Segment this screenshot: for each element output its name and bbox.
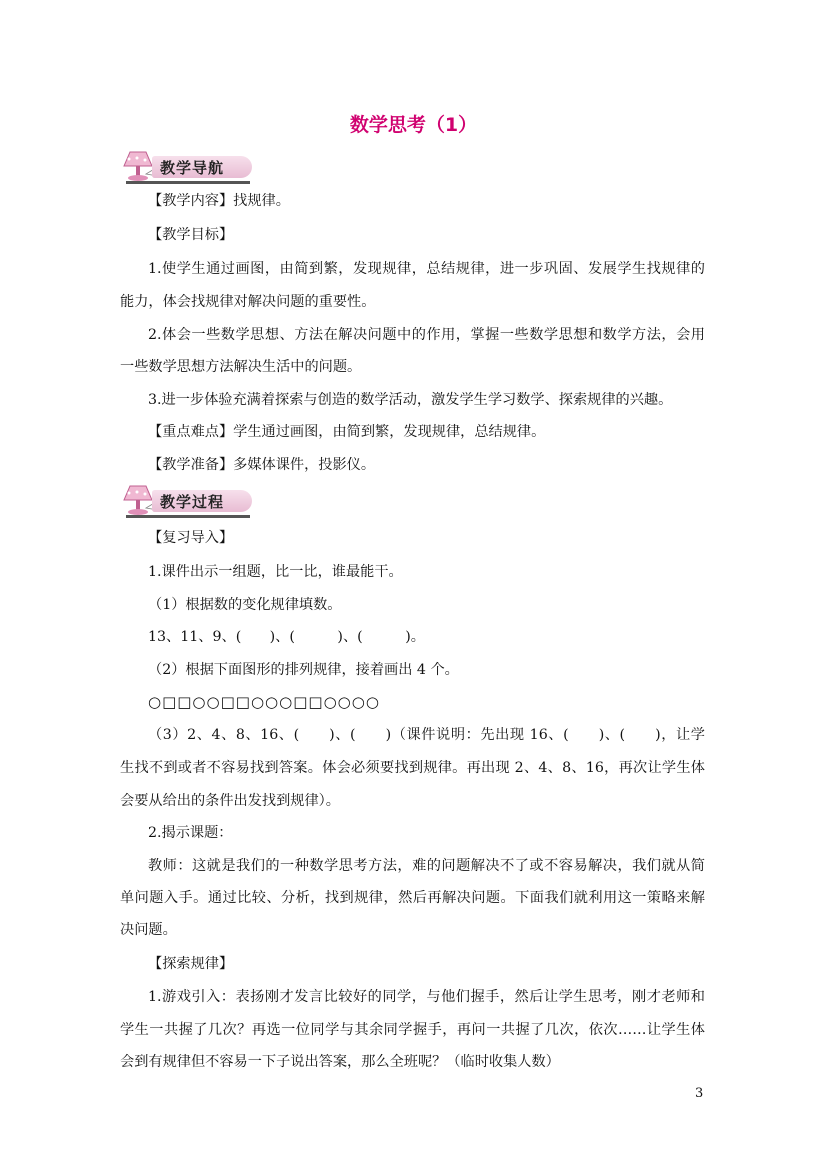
text-line: 决问题。 (120, 922, 177, 938)
text-line: 会到有规律但不容易一下子说出答案，那么全班呢？（临时收集人数） (120, 1054, 560, 1070)
text-line: 【探索规律】 (148, 956, 234, 972)
text-line: （3）2、4、8、16、( )、( )（课件说明：先出现 16、( )、( )，让学 (148, 727, 705, 743)
section-badge-process (120, 482, 254, 522)
badge-underline (126, 181, 250, 184)
text-line: 2.揭示课题： (148, 825, 233, 841)
text-line: 单问题入手。通过比较、分析，找到规律，然后再解决问题。下面我们就利用这一策略来解 (120, 890, 705, 906)
text-line: 一些数学思想方法解决生活中的问题。 (120, 359, 362, 375)
badge-label: 教学过程 (160, 493, 225, 511)
text-line: 生找不到或者不容易找到答案。体会必须要找到规律。再出现 2、4、8、16，再次让学生体 (120, 760, 705, 776)
text-line: 【重点难点】学生通过画图，由简到繁，发现规律，总结规律。 (148, 424, 546, 440)
text-line: 13、11、9、( )、( )、( )。 (148, 629, 425, 645)
text-line: 能力，体会找规律对解决问题的重要性。 (120, 294, 376, 310)
text-line: 学生一共握了几次？再选一位同学与其余同学握手，再问一共握了几次，依次……让学生体 (120, 1022, 705, 1038)
text-line: 会要从给出的条件出发找到规律）。 (120, 793, 340, 809)
text-line: 1.游戏引入：表扬刚才发言比较好的同学，与他们握手，然后让学生思考，刚才老师和 (148, 989, 705, 1005)
text-line: 教师：这就是我们的一种数学思考方法，难的问题解决不了或不容易解决，我们就从简 (148, 858, 705, 874)
text-line: 【教学内容】找规律。 (148, 193, 290, 209)
text-line: 1.使学生通过画图，由简到繁，发现规律，总结规律，进一步巩固、发展学生找规律的 (148, 261, 705, 277)
text-line: 3.进一步体验充满着探索与创造的数学活动，激发学生学习数学、探索规律的兴趣。 (148, 392, 673, 408)
badge-label: 教学导航 (160, 159, 225, 177)
shape-sequence: ○□□○○□□○○○□□○○○○ (148, 693, 380, 711)
text-line: 1.课件出示一组题，比一比，谁最能干。 (148, 564, 403, 580)
text-line: （1）根据数的变化规律填数。 (148, 597, 342, 613)
text-line: 2.体会一些数学思想、方法在解决问题中的作用，掌握一些数学思想和数学方法，会用 (148, 327, 705, 343)
page-title: 数学思考（1） (349, 114, 478, 136)
section-badge-nav (120, 148, 254, 188)
badge-underline (126, 515, 250, 518)
text-line: 【教学目标】 (148, 227, 234, 243)
text-line: （2）根据下面图形的排列规律，接着画出 4 个。 (148, 662, 459, 678)
text-line: 【复习导入】 (148, 530, 234, 546)
text-line: 【教学准备】多媒体课件，投影仪。 (148, 457, 376, 473)
page-number: 3 (695, 1086, 704, 1101)
